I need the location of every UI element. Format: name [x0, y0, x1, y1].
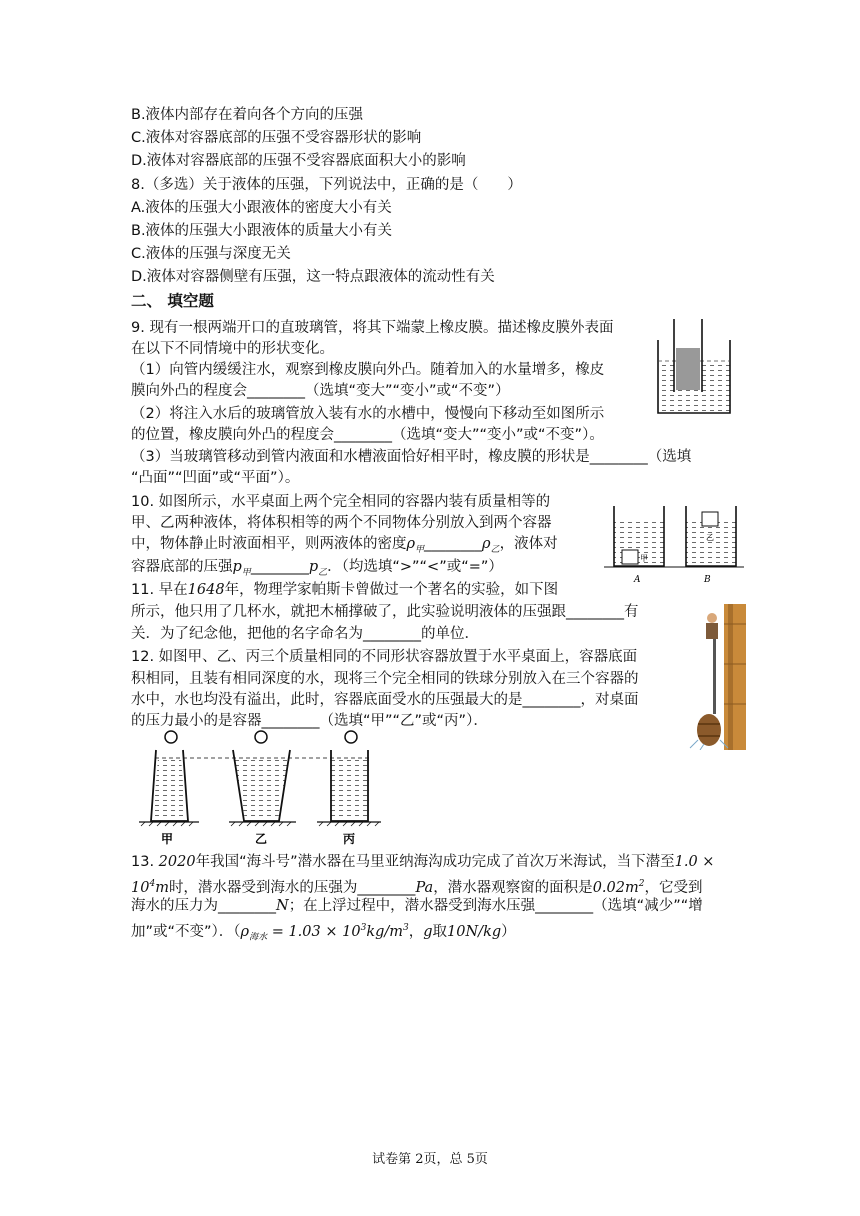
rho-symbol: ρ: [240, 923, 250, 940]
q8-option-c: C.液体的压强与深度无关: [131, 246, 291, 262]
g-symbol: g: [423, 923, 433, 940]
q10-containers-figure: [604, 500, 744, 588]
q7-option-c: C.液体对容器底部的压强不受容器形状的影响: [131, 130, 422, 146]
q10-line-3: [131, 534, 558, 560]
sub-jia: 甲: [241, 567, 251, 578]
density-unit-exponent: 3: [403, 923, 409, 933]
pascal-barrel-figure: [684, 604, 748, 750]
container-a-label: A: [634, 575, 641, 585]
sub-seawater: 海水: [249, 932, 268, 943]
container-b-label: B: [704, 575, 711, 585]
year-1648: 1648: [187, 582, 225, 598]
sub-yi: 乙: [318, 567, 328, 578]
q12-line-1: 12. 如图甲、乙、丙三个质量相同的不同形状容器放置于水平桌面上，容器底面: [131, 649, 638, 665]
q10-line-4-text-a: 容器底部的压强: [131, 559, 233, 575]
depth-exponent: 4: [149, 879, 156, 889]
q9-tube-in-tank-figure: [654, 318, 734, 416]
g-value: 10N/kg: [447, 923, 502, 940]
q9-line-5: （2）将注入水后的玻璃管放入装有水的水槽中，慢慢向下移动至如图所示: [131, 406, 605, 422]
q9-line-4: 膜向外凸的程度会________（选填“变大”“变小”或“不变”）: [131, 383, 510, 399]
obj-jia-label: 甲: [640, 554, 648, 563]
blank: ________: [424, 536, 483, 552]
area-exponent: 2: [638, 879, 645, 889]
rho-symbol: ρ: [482, 536, 491, 552]
container-yi-label: 乙: [255, 832, 268, 846]
rho-symbol: ρ: [406, 536, 416, 552]
q9-line-8: “凸面”“凹面”或“平面”）。: [131, 470, 300, 486]
q13-text-i: ，它受到: [644, 879, 703, 896]
comma: ，: [408, 923, 424, 940]
q9-line-6: 的位置，橡皮膜向外凸的程度会________（选填“变大”“变小”或“不变”）。: [131, 427, 604, 443]
q11-line-3: 关．为了纪念他，把他的名字命名为________的单位．: [131, 626, 479, 642]
sub-jia: 甲: [415, 544, 425, 555]
q8-stem: 8.（多选）关于液体的压强，下列说法中，正确的是（ ）: [131, 177, 522, 193]
q7-option-d: D.液体对容器底部的压强不受容器底面积大小的影响: [131, 153, 466, 169]
q13-line-3: [131, 896, 703, 916]
q13-text-a: 13.: [131, 854, 159, 870]
q13-text-4a: 加”或“不变”）．（: [131, 923, 241, 940]
q12-line-3: 水中，水也均没有溢出，此时，容器底面受水的压强最大的是________，对桌面: [131, 692, 639, 708]
year-2020: 2020: [158, 854, 196, 870]
q9-line-1: 9. 现有一根两端开口的直玻璃管，将其下端蒙上橡皮膜。描述橡皮膜外表面: [131, 320, 614, 336]
q13-line-4: [131, 918, 516, 948]
q11-line-1: [131, 580, 558, 600]
q10-line-2: 甲、乙两种液体，将体积相等的两个不同物体分别放入到两个容器: [131, 515, 552, 531]
window-area: 0.02m: [592, 879, 639, 896]
q10-line-4: [131, 557, 503, 583]
q10-line-1: 10. 如图所示，水平桌面上两个完全相同的容器内装有质量相等的: [131, 494, 551, 510]
container-jia-label: 甲: [161, 832, 174, 846]
unit-n: N: [276, 898, 289, 914]
density-exponent: 3: [360, 923, 367, 933]
q9-line-3: （1）向管内缓缓注水，观察到橡皮膜向外凸。随着加入的水量增多，橡皮: [131, 362, 605, 378]
q11-line-2: 所示，他只用了几杯水，就把木桶撑破了，此实验说明液体的压强跟________有: [131, 604, 639, 620]
obj-yi-label: 乙: [706, 533, 714, 542]
q8-option-a: A.液体的压强大小跟液体的密度大小有关: [131, 200, 392, 216]
q12-line-2: 积相同，且装有相同深度的水，现将三个完全相同的铁球分别放入在三个容器的: [131, 671, 639, 687]
q10-line-3-text-a: 中，物体静止时液面相平，则两液体的密度: [131, 536, 407, 552]
q13-line-1: [131, 852, 714, 872]
q13-text-3c: ；在上浮过程中，潜水器受到海水压强________（选填“减少”“增: [288, 898, 703, 914]
q13-text-3a: 海水的压力为________: [131, 898, 276, 914]
q8-option-d: D.液体对容器侧壁有压强，这一特点跟液体的流动性有关: [131, 269, 495, 285]
depth-coefficient: 1.0 ×: [674, 854, 715, 870]
sub-yi: 乙: [490, 544, 500, 555]
container-bing-label: 丙: [343, 832, 356, 846]
section-heading: 二、 填空题: [131, 292, 214, 310]
q11-text-a: 11. 早在: [131, 582, 188, 598]
q13-text-d: 时，潜水器受到海水的压强为________: [168, 879, 416, 896]
q10-line-4-text-c: ．（均选填“>”“<”或“=”）: [327, 559, 503, 575]
q13-text-c: 年我国“海斗号”潜水器在马里亚纳海沟成功完成了首次万米海试，当下潜至: [195, 854, 675, 870]
q9-line-7: （3）当玻璃管移动到管内液面和水槽液面恰好相平时，橡皮膜的形状是________（选填: [131, 449, 692, 465]
blank: ________: [250, 559, 309, 575]
unit-pa: Pa: [415, 879, 434, 896]
p-symbol: p: [232, 559, 242, 575]
p-symbol: p: [308, 559, 319, 575]
unit-m: m: [155, 879, 169, 896]
depth-base: 10: [131, 879, 150, 896]
q7-option-b: B.液体内部存在着向各个方向的压强: [131, 107, 364, 123]
q9-line-2: 在以下不同情境中的形状变化。: [131, 341, 334, 357]
q10-line-3-text-c: ，液体对: [499, 536, 558, 552]
q8-option-b: B.液体的压强大小跟液体的质量大小有关: [131, 223, 393, 239]
page-footer: 试卷第 2页，总 5页: [372, 1152, 488, 1167]
density-unit: kg/m: [366, 923, 404, 940]
take-text: 取: [432, 923, 448, 940]
density-value: = 1.03 × 10: [267, 923, 361, 940]
q12-three-containers-figure: [131, 728, 391, 850]
q11-text-c: 年，物理学家帕斯卡曾做过一个著名的实验，如下图: [224, 582, 559, 598]
q13-text-f: ，潜水器观察窗的面积是: [433, 879, 593, 896]
q13-line-2: [131, 874, 702, 898]
q12-line-4: 的压力最小的是容器________（选填“甲”“乙”或“丙”）．: [131, 713, 488, 729]
close-paren: ）: [501, 923, 516, 940]
